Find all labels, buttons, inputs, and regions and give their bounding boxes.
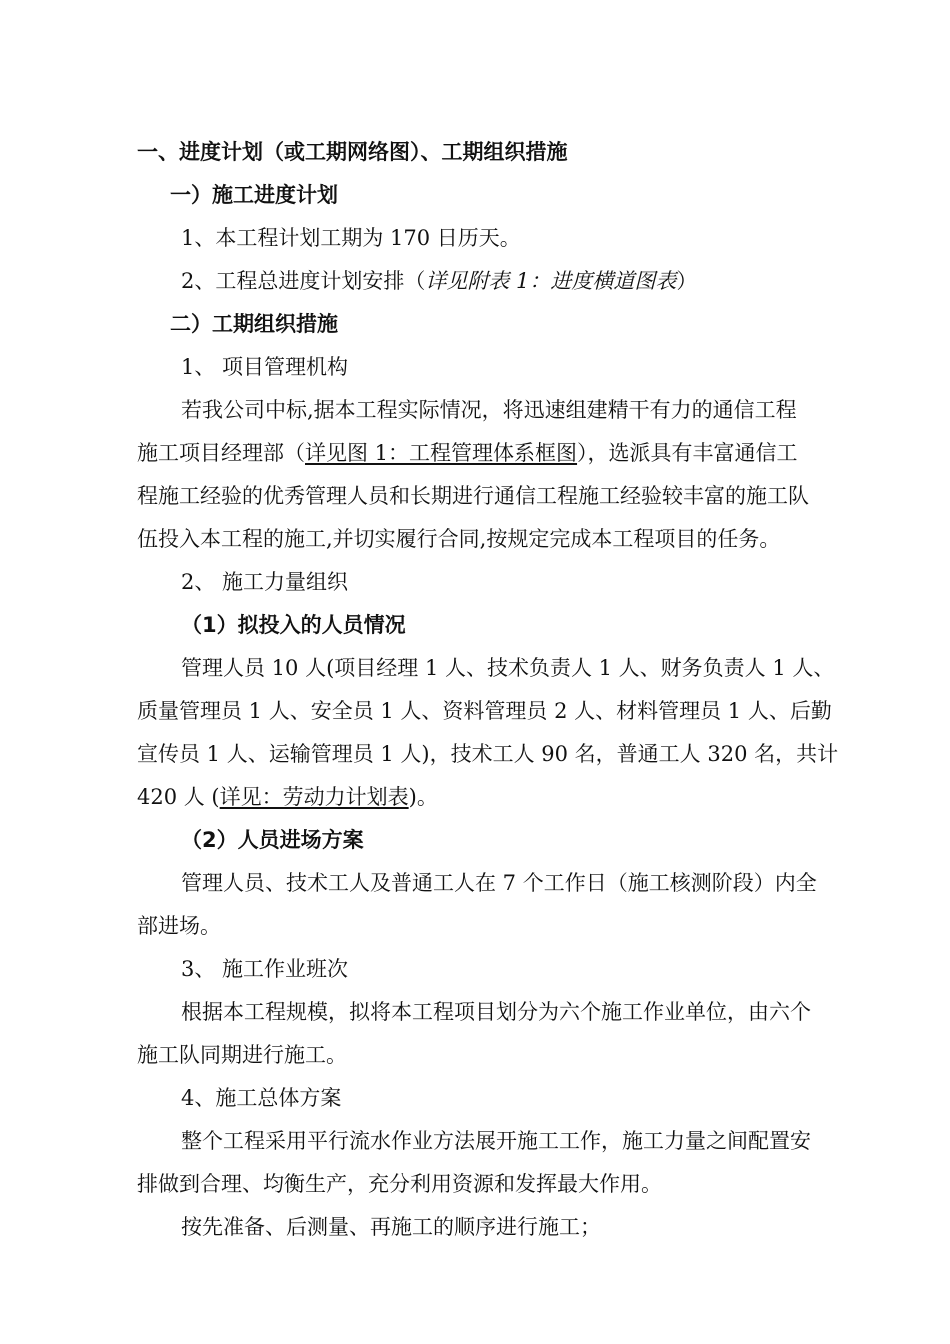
paragraph-suffix: ），选派具有丰富通信工 xyxy=(577,441,798,465)
paragraph-line: 若我公司中标,据本工程实际情况，将迅速组建精干有力的通信工程 xyxy=(181,398,797,422)
paragraph-line: 质量管理员 1 人、安全员 1 人、资料管理员 2 人、材料管理员 1 人、后勤 xyxy=(137,699,832,723)
paragraph-line: 宣传员 1 人、运输管理员 1 人)，技术工人 90 名，普通工人 320 名，共计 xyxy=(137,742,839,766)
paragraph-line: 根据本工程规模，拟将本工程项目划分为六个施工作业单位，由六个 xyxy=(181,1000,811,1024)
paragraph-prefix: 420 人 ( xyxy=(137,785,220,809)
paragraph-prefix: 施工项目经理部（ xyxy=(137,441,305,465)
paragraph-line: 管理人员 10 人(项目经理 1 人、技术负责人 1 人、财务负责人 1 人、 xyxy=(181,656,835,680)
labor-plan-reference-link: 详见：劳动力计划表 xyxy=(219,785,409,809)
paragraph-line: 按先准备、后测量、再施工的顺序进行施工； xyxy=(181,1215,601,1239)
measures-item-1: 1、 项目管理机构 xyxy=(181,355,349,379)
section-title-schedule: 一）施工进度计划 xyxy=(170,183,338,207)
paragraph-line xyxy=(137,439,798,467)
paragraph-line: 整个工程采用平行流水作业方法展开施工工作，施工力量之间配置安 xyxy=(181,1129,811,1153)
section-title-measures: 二）工期组织措施 xyxy=(170,312,338,336)
paragraph-line: 施工队同期进行施工。 xyxy=(137,1043,347,1067)
paragraph-line: 程施工经验的优秀管理人员和长期进行通信工程施工经验较丰富的施工队 xyxy=(137,484,809,508)
measures-item-3: 3、 施工作业班次 xyxy=(181,957,349,981)
schedule-item-2-suffix: ） xyxy=(676,269,698,293)
measures-item-2: 2、 施工力量组织 xyxy=(181,570,349,594)
paragraph-line xyxy=(137,783,438,811)
main-heading: 一、进度计划（或工期网络图）、工期组织措施 xyxy=(137,140,568,164)
subsection-title-staffing: （1）拟投入的人员情况 xyxy=(181,613,406,637)
schedule-item-2 xyxy=(181,267,697,295)
figure-reference-link: 详见图 1：工程管理体系框图 xyxy=(305,441,578,465)
paragraph-suffix: )。 xyxy=(408,785,438,809)
measures-item-4: 4、施工总体方案 xyxy=(181,1086,342,1110)
subsection-title-entry: （2）人员进场方案 xyxy=(181,828,364,852)
schedule-item-2-prefix: 2、工程总进度计划安排（ xyxy=(181,269,426,293)
schedule-item-1: 1、本工程计划工期为 170 日历天。 xyxy=(181,226,521,250)
paragraph-line: 伍投入本工程的施工,并切实履行合同,按规定完成本工程项目的任务。 xyxy=(137,527,781,551)
schedule-item-2-reference: 详见附表 1：进度横道图表 xyxy=(425,269,677,293)
paragraph-line: 排做到合理、均衡生产，充分利用资源和发挥最大作用。 xyxy=(137,1172,662,1196)
paragraph-line: 管理人员、技术工人及普通工人在 7 个工作日（施工核测阶段）内全 xyxy=(181,871,817,895)
paragraph-line: 部进场。 xyxy=(137,914,221,938)
